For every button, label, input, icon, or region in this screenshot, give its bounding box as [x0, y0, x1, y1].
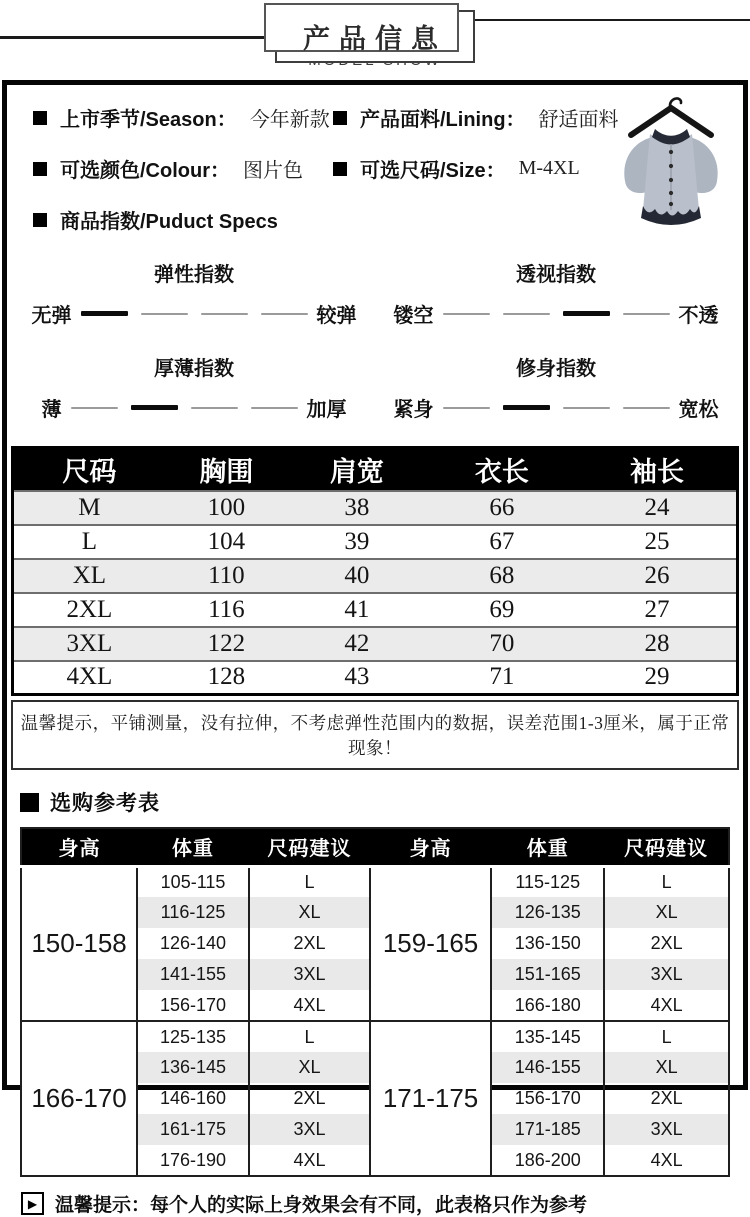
slider-segment: [261, 313, 308, 315]
size-table-row: [13, 525, 738, 559]
reference-table: [20, 827, 730, 1177]
size-cell: 38: [344, 493, 370, 521]
hanger-bar: [631, 108, 711, 135]
slider-segment: [443, 407, 490, 409]
weight-range-cell: 186-200: [491, 1145, 604, 1176]
slider-segment: [131, 405, 178, 410]
reference-heading-row: [20, 787, 743, 817]
size-column-header: 衣长: [426, 448, 578, 491]
product-photo: [610, 90, 738, 232]
attr-label: 可选颜色/Colour：: [60, 160, 230, 182]
slider-row: [375, 393, 737, 422]
weight-range-cell: 151-165: [491, 959, 604, 990]
slider-thickness: [13, 352, 375, 422]
size-cell: 26: [644, 561, 670, 589]
square-bullet-icon: [33, 162, 47, 176]
size-table-row: [13, 559, 738, 593]
slider-left-label: 紧身: [393, 399, 434, 421]
weight-range-cell: 115-125: [491, 866, 604, 897]
slider-left-label: 镂空: [393, 305, 434, 327]
slider-right-label: 加厚: [306, 399, 347, 421]
slider-segment: [191, 407, 238, 409]
size-suggestion-cell: 4XL: [604, 990, 729, 1021]
header-rule-right: [430, 19, 750, 21]
size-suggestion-cell: 2XL: [249, 1083, 370, 1114]
height-range-cell: 171-175: [370, 1021, 491, 1176]
slider-elasticity: [13, 258, 375, 328]
size-table-row: [13, 593, 738, 627]
weight-range-cell: 166-180: [491, 990, 604, 1021]
slider-row: [375, 299, 737, 328]
bottom-note-text: 温馨提示：每个人的实际上身效果会有不同，此表格只作为参考: [55, 1195, 588, 1216]
size-suggestion-cell: L: [604, 1021, 729, 1052]
size-cell: 3XL: [66, 629, 113, 657]
slider-segment: [623, 407, 670, 409]
slider-track: [81, 311, 308, 316]
height-range-cell: 159-165: [370, 866, 491, 1021]
slider-segment: [141, 313, 188, 315]
size-suggestion-cell: 4XL: [604, 1145, 729, 1176]
slider-segment: [443, 313, 490, 315]
weight-range-cell: 176-190: [137, 1145, 249, 1176]
reference-column-header: 尺码建议: [604, 828, 729, 866]
slider-segment: [563, 407, 610, 409]
size-cell: 104: [207, 527, 246, 555]
size-suggestion-cell: L: [249, 866, 370, 897]
weight-range-cell: 156-170: [137, 990, 249, 1021]
page-title: 产品信息: [303, 24, 447, 54]
weight-range-cell: 156-170: [491, 1083, 604, 1114]
size-cell: 110: [208, 561, 245, 589]
size-cell: 41: [344, 595, 370, 623]
size-cell: 116: [208, 595, 245, 623]
slider-right-label: 宽松: [678, 399, 719, 421]
size-table-header-row: [13, 448, 738, 491]
attr-value: 今年新款: [249, 109, 330, 131]
size-cell: 29: [644, 663, 670, 691]
reference-column-header: 身高: [21, 828, 137, 866]
weight-range-cell: 141-155: [137, 959, 249, 990]
size-column-header: 肩宽: [288, 448, 426, 491]
attr-value: M-4XL: [518, 157, 580, 179]
slider-segment: [81, 311, 128, 316]
size-cell: 122: [207, 629, 246, 657]
reference-column-header: 身高: [370, 828, 491, 866]
size-suggestion-cell: L: [604, 866, 729, 897]
slider-segment: [251, 407, 298, 409]
attr-value: 舒适面料: [538, 109, 619, 131]
size-cell: 128: [207, 663, 246, 691]
square-bullet-icon: [33, 213, 47, 227]
slider-left-label: 无弹: [31, 305, 72, 327]
height-range-cell: 166-170: [21, 1021, 137, 1176]
size-cell: 28: [644, 629, 670, 657]
bottom-note-row: [21, 1190, 743, 1217]
slider-right-label: 较弹: [316, 305, 357, 327]
weight-range-cell: 125-135: [137, 1021, 249, 1052]
play-icon: ▶: [21, 1192, 44, 1215]
weight-range-cell: 105-115: [137, 866, 249, 897]
reference-column-header: 体重: [491, 828, 604, 866]
size-table-row: [13, 661, 738, 695]
size-cell: 24: [644, 493, 670, 521]
weight-range-cell: 136-145: [137, 1052, 249, 1083]
slider-transparency: [375, 258, 737, 328]
slider-fit: [375, 352, 737, 422]
reference-table-row: [21, 1021, 729, 1052]
size-cell: M: [78, 493, 101, 521]
size-suggestion-cell: 3XL: [249, 1114, 370, 1145]
slider-title: 弹性指数: [154, 264, 234, 286]
size-cell: 69: [489, 595, 515, 623]
slider-left-label: 薄: [41, 399, 62, 421]
weight-range-cell: 136-150: [491, 928, 604, 959]
size-suggestion-cell: 3XL: [604, 1114, 729, 1145]
attr-label: 可选尺码/Size：: [360, 160, 506, 182]
size-suggestion-cell: XL: [604, 897, 729, 928]
size-cell: 68: [489, 561, 515, 589]
attr-label: 上市季节/Season：: [60, 109, 237, 131]
product-index-sliders: [13, 258, 737, 422]
size-cell: 70: [489, 629, 515, 657]
size-cell: 42: [344, 629, 370, 657]
specs-heading: 商品指数/Puduct Specs: [60, 211, 278, 233]
size-cell: 4XL: [66, 663, 113, 691]
reference-table-header-row: [21, 828, 729, 866]
slider-title: 透视指数: [516, 264, 596, 286]
reference-column-header: 体重: [137, 828, 249, 866]
page-title-box: [275, 10, 475, 63]
slider-row: [13, 299, 375, 328]
slider-segment: [563, 311, 610, 316]
measurement-note: 温馨提示，平铺测量，没有拉伸，不考虑弹性范围内的数据，误差范围1-3厘米，属于正常现象！: [11, 700, 739, 770]
slider-segment: [503, 405, 550, 410]
slider-track: [443, 405, 670, 410]
size-suggestion-cell: XL: [249, 1052, 370, 1083]
slider-track: [71, 405, 298, 410]
weight-range-cell: 161-175: [137, 1114, 249, 1145]
size-cell: 25: [644, 527, 670, 555]
size-cell: 71: [489, 663, 515, 691]
weight-range-cell: 135-145: [491, 1021, 604, 1052]
attr-colour: [33, 154, 333, 183]
slider-track: [443, 311, 670, 316]
weight-range-cell: 146-155: [491, 1052, 604, 1083]
size-suggestion-cell: 4XL: [249, 1145, 370, 1176]
size-suggestion-cell: XL: [249, 897, 370, 928]
size-column-header: 尺码: [13, 448, 165, 491]
attr-label: 产品面料/Lining：: [360, 109, 526, 131]
square-bullet-icon: [333, 162, 347, 176]
size-cell: 66: [489, 493, 515, 521]
slider-segment: [623, 313, 670, 315]
size-cell: L: [81, 527, 98, 555]
slider-segment: [201, 313, 248, 315]
reference-heading: 选购参考表: [50, 792, 160, 815]
size-cell: 39: [344, 527, 370, 555]
size-cell: 43: [344, 663, 370, 691]
size-table-row: [13, 491, 738, 525]
size-suggestion-cell: 2XL: [249, 928, 370, 959]
size-cell: 2XL: [66, 595, 113, 623]
weight-range-cell: 116-125: [137, 897, 249, 928]
slider-segment: [503, 313, 550, 315]
size-cell: 100: [207, 493, 246, 521]
weight-range-cell: 126-135: [491, 897, 604, 928]
size-table-row: [13, 627, 738, 661]
height-range-cell: 150-158: [21, 866, 137, 1021]
main-content-box: [2, 80, 748, 1216]
size-table: [11, 446, 739, 696]
size-cell: 40: [344, 561, 370, 589]
size-cell: XL: [72, 561, 107, 589]
size-suggestion-cell: 2XL: [604, 928, 729, 959]
slider-segment: [71, 407, 118, 409]
square-bullet-icon: [20, 793, 39, 812]
size-suggestion-cell: 3XL: [249, 959, 370, 990]
size-cell: 27: [644, 595, 670, 623]
size-cell: 67: [489, 527, 515, 555]
slider-row: [13, 393, 375, 422]
reference-column-header: 尺码建议: [249, 828, 370, 866]
size-suggestion-cell: 4XL: [249, 990, 370, 1021]
page-header: [0, 0, 750, 80]
size-column-header: 胸围: [165, 448, 288, 491]
weight-range-cell: 146-160: [137, 1083, 249, 1114]
slider-title: 修身指数: [516, 358, 596, 380]
size-column-header: 袖长: [578, 448, 738, 491]
reference-table-row: [21, 866, 729, 897]
size-suggestion-cell: 3XL: [604, 959, 729, 990]
square-bullet-icon: [333, 111, 347, 125]
attr-value: 图片色: [243, 160, 303, 182]
slider-right-label: 不透: [678, 305, 719, 327]
size-suggestion-cell: L: [249, 1021, 370, 1052]
attr-season: [33, 103, 333, 132]
size-suggestion-cell: 2XL: [604, 1083, 729, 1114]
slider-title: 厚薄指数: [154, 358, 234, 380]
weight-range-cell: 171-185: [491, 1114, 604, 1145]
square-bullet-icon: [33, 111, 47, 125]
size-suggestion-cell: XL: [604, 1052, 729, 1083]
weight-range-cell: 126-140: [137, 928, 249, 959]
